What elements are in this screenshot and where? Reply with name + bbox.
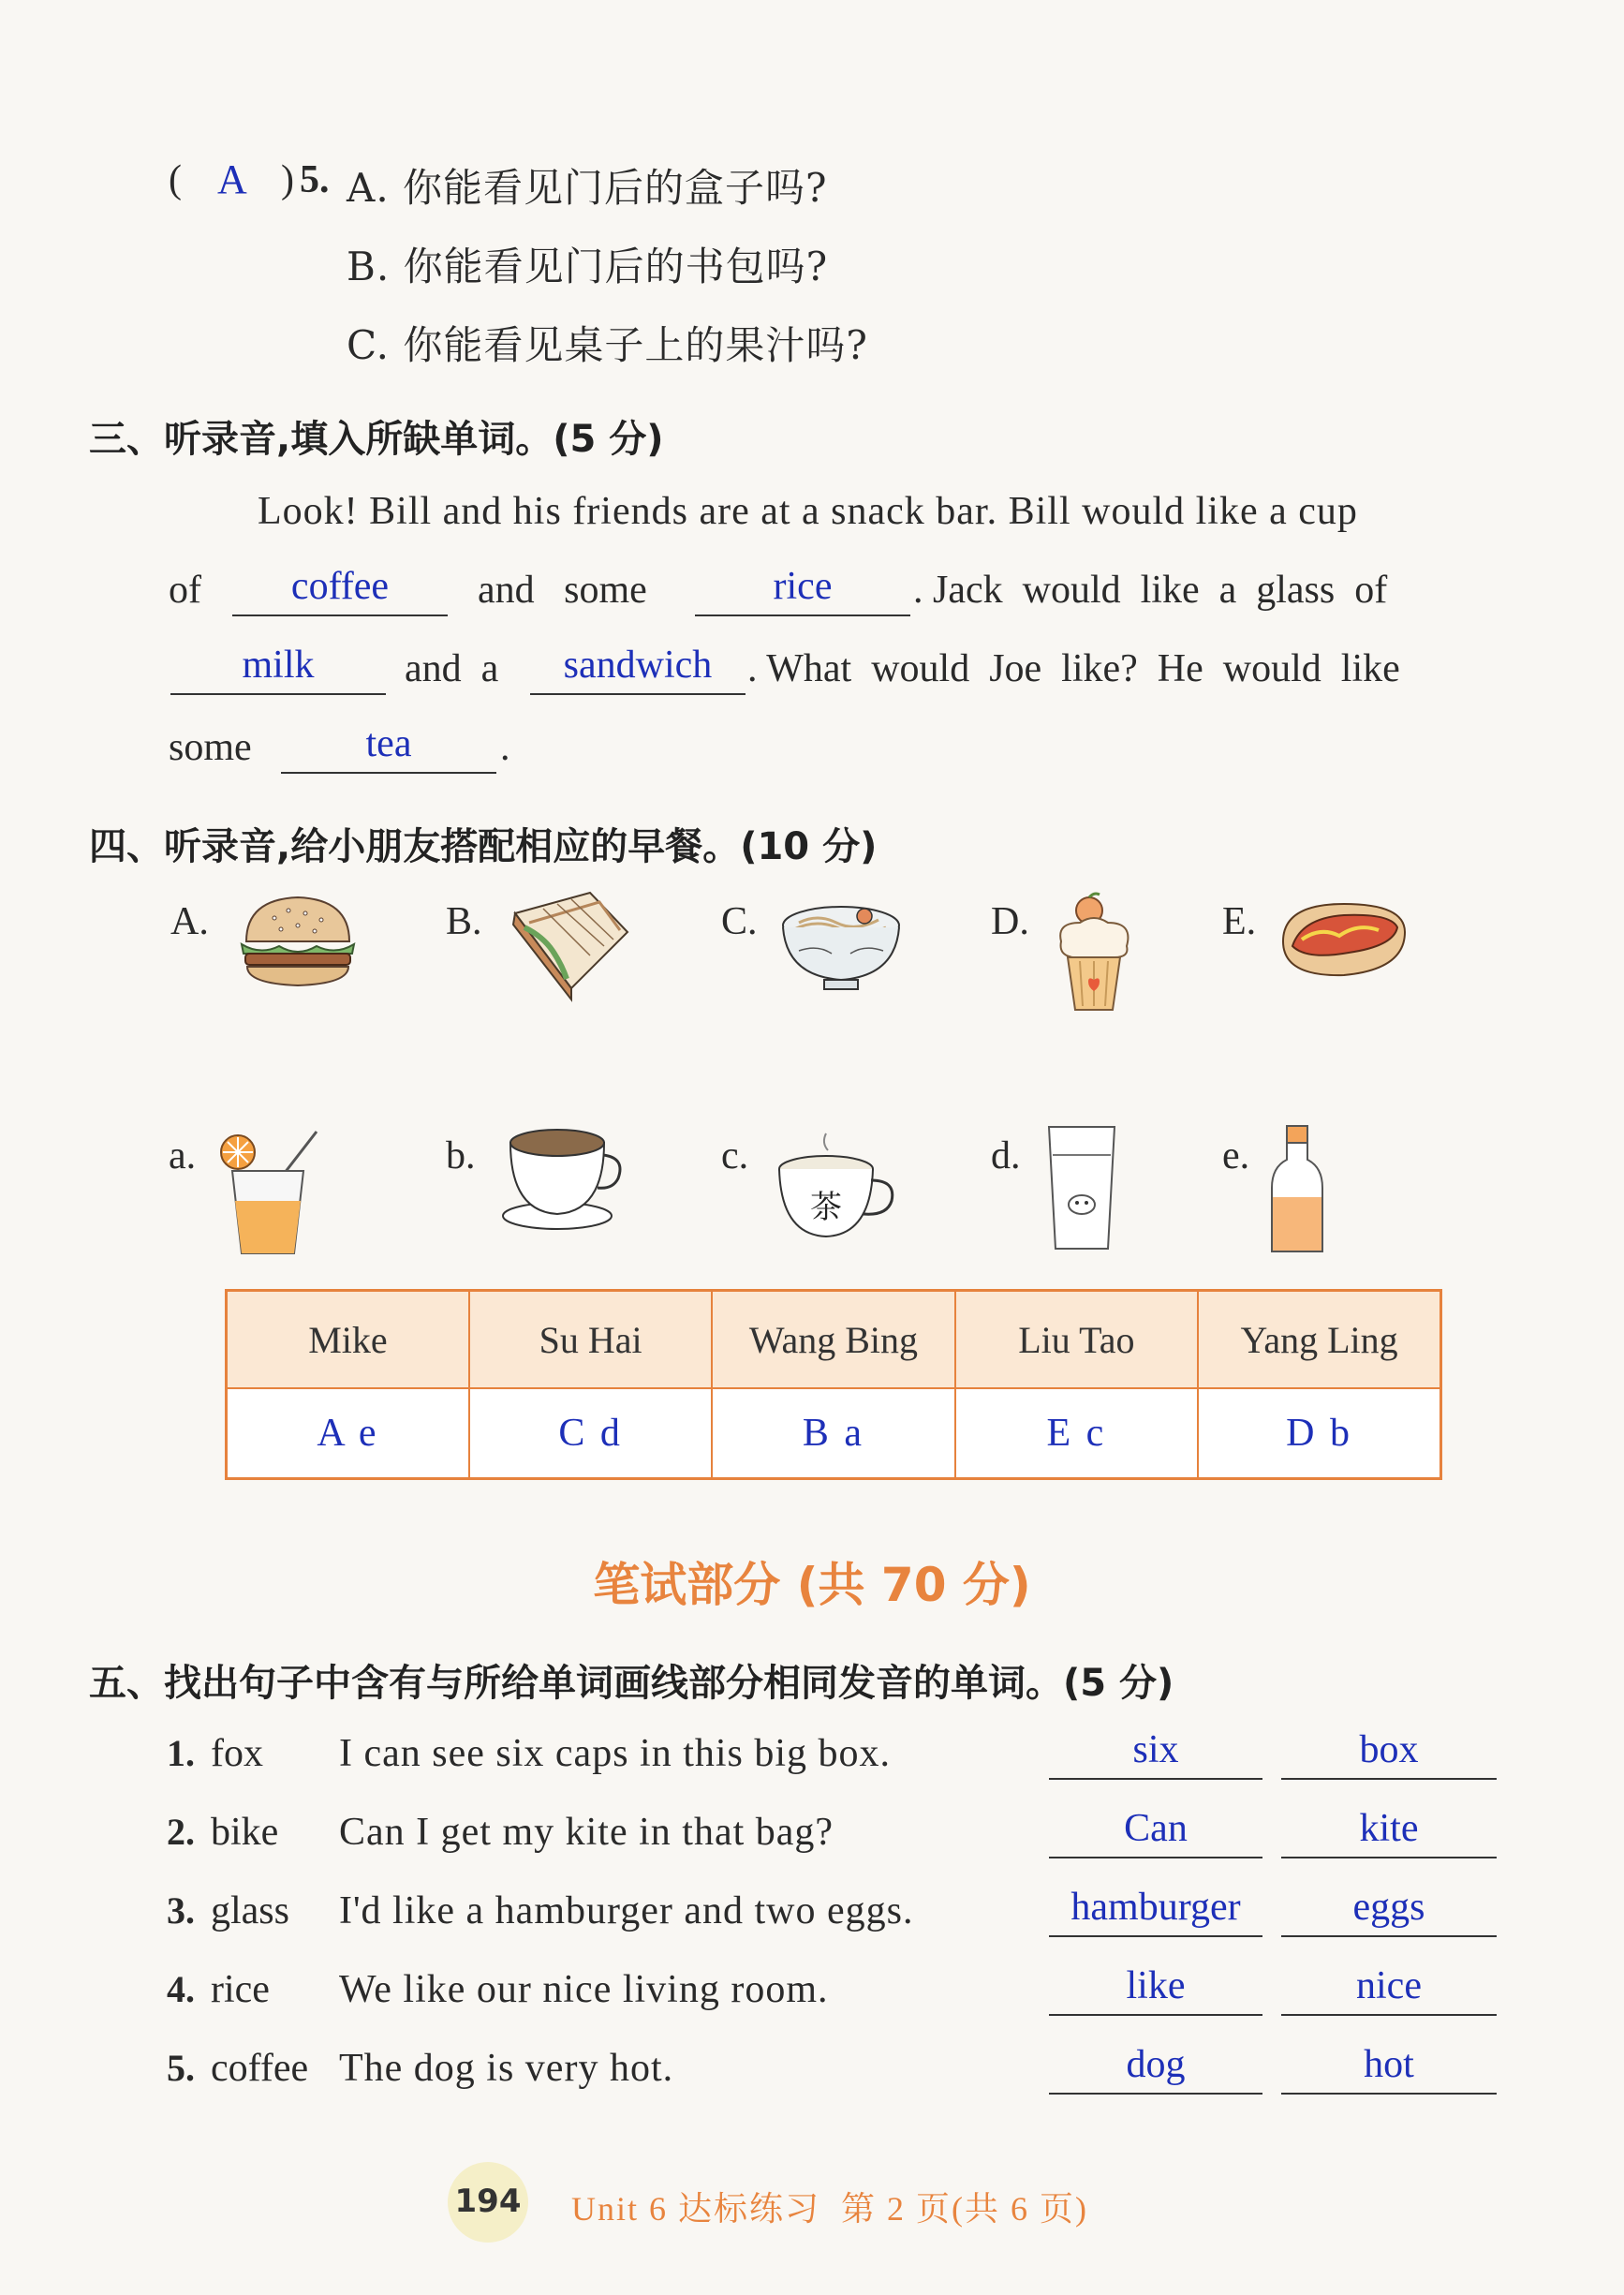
word-and-some: and some (478, 569, 647, 612)
hamburger-icon (232, 890, 363, 993)
answer-text: Can (1124, 1807, 1188, 1850)
answer-blank[interactable] (1281, 1873, 1497, 1937)
blank-2-answer: rice (773, 565, 833, 608)
answer-blank[interactable] (1049, 1795, 1262, 1858)
item-word: bike (211, 1811, 279, 1854)
q5-option-c: C. 你能看见桌子上的果汁吗? (347, 322, 868, 368)
food-label-e: E. (1222, 900, 1257, 943)
answer-cell[interactable]: A e (227, 1388, 469, 1479)
blank-5-answer: tea (365, 722, 412, 765)
blank-2[interactable] (695, 553, 910, 616)
section3-line1: Look! Bill and his friends are at a snack bar. Bill would like a cup (258, 490, 1358, 533)
answer-cell[interactable]: C d (469, 1388, 712, 1479)
paren-close: ) (281, 158, 294, 201)
blank-5[interactable] (281, 710, 496, 774)
q5-number: 5. (300, 158, 330, 201)
answer-blank[interactable] (1049, 1716, 1262, 1780)
answer-cell[interactable]: B a (712, 1388, 954, 1479)
answer-blank[interactable] (1049, 2031, 1262, 2095)
item-number: 1. (167, 1732, 195, 1774)
answer-text: eggs (1352, 1886, 1425, 1929)
answer-text: hamburger (1070, 1886, 1241, 1929)
cupcake-icon (1047, 890, 1141, 1021)
answer-blank[interactable] (1281, 1716, 1497, 1780)
header-cell: Liu Tao (955, 1291, 1198, 1389)
item-number: 5. (167, 2047, 195, 2089)
coffee-cup-icon (496, 1122, 627, 1235)
drink-label-b: b. (446, 1134, 476, 1177)
item-sentence: I'd like a hamburger and two eggs. (339, 1889, 914, 1932)
word-period: . (500, 726, 510, 769)
blank-4-answer: sandwich (563, 644, 713, 687)
section4-title: 四、听录音,给小朋友搭配相应的早餐。(10 分) (89, 825, 878, 868)
milk-glass-icon (1044, 1122, 1119, 1253)
sandwich-icon (506, 885, 637, 1002)
header-cell: Su Hai (469, 1291, 712, 1389)
word-some: some (169, 726, 252, 769)
q5-answer: A (217, 156, 247, 202)
noodle-bowl-icon (775, 890, 907, 1002)
item-sentence: Can I get my kite in that bag? (339, 1811, 834, 1854)
table-header-row (227, 1291, 1441, 1389)
food-label-b: B. (446, 900, 482, 943)
answer-text: like (1126, 1964, 1186, 2007)
word-jack: . Jack would like a glass of (913, 569, 1388, 612)
answer-text: six (1132, 1728, 1179, 1771)
item-word: rice (211, 1968, 270, 2011)
item-sentence: I can see six caps in this big box. (339, 1732, 892, 1775)
tea-cup-icon (770, 1124, 901, 1246)
answer-text: hot (1364, 2043, 1414, 2086)
answer-blank[interactable] (1281, 1795, 1497, 1858)
header-cell: Wang Bing (712, 1291, 954, 1389)
item-sentence: The dog is very hot. (339, 2047, 674, 2090)
answer-blank[interactable] (1049, 1873, 1262, 1937)
blank-1-answer: coffee (290, 565, 390, 608)
drink-label-a: a. (169, 1134, 197, 1177)
item-number: 2. (167, 1811, 195, 1853)
word-what: . What would Joe like? He would like (747, 647, 1400, 690)
word-of: of (169, 569, 201, 612)
tea-char: 茶 (810, 1189, 842, 1226)
blank-3-answer: milk (242, 644, 315, 687)
food-label-c: C. (721, 900, 758, 943)
q5-option-a: A. 你能看见门后的盒子吗? (347, 165, 828, 211)
table-answer-row (227, 1388, 1441, 1479)
written-part-title: 笔试部分 (共 70 分) (593, 1558, 1031, 1612)
paren-open: ( (169, 158, 182, 201)
item-word: coffee (211, 2047, 309, 2090)
section5-title: 五、找出句子中含有与所给单词画线部分相同发音的单词。(5 分) (89, 1662, 1174, 1705)
item-sentence: We like our nice living room. (339, 1968, 829, 2011)
footer-text: Unit 6 达标练习 第 2 页(共 6 页) (571, 2190, 1088, 2228)
answer-blank[interactable] (1049, 1952, 1262, 2016)
bottle-icon (1264, 1122, 1330, 1258)
page-number: 194 (454, 2183, 522, 2220)
section3-title: 三、听录音,填入所缺单词。(5 分) (89, 418, 664, 461)
word-and-a: and a (405, 647, 499, 690)
blank-3[interactable] (170, 631, 386, 695)
answer-blank[interactable] (1281, 2031, 1497, 2095)
item-word: fox (211, 1732, 263, 1775)
answer-text: dog (1126, 2043, 1186, 2086)
match-table (225, 1289, 1442, 1480)
drink-label-e: e. (1222, 1134, 1250, 1177)
food-label-d: D. (991, 900, 1029, 943)
item-number: 3. (167, 1889, 195, 1932)
answer-blank[interactable] (1281, 1952, 1497, 2016)
answer-text: nice (1356, 1964, 1422, 2007)
answer-text: kite (1359, 1807, 1419, 1850)
q5-option-b: B. 你能看见门后的书包吗? (347, 244, 829, 289)
drink-label-c: c. (721, 1134, 749, 1177)
header-cell: Yang Ling (1198, 1291, 1440, 1389)
item-word: glass (211, 1889, 289, 1932)
header-cell: Mike (227, 1291, 469, 1389)
orange-juice-icon (214, 1124, 326, 1260)
blank-4[interactable] (530, 631, 746, 695)
food-label-a: A. (170, 900, 209, 943)
item-number: 4. (167, 1968, 195, 2010)
hotdog-icon (1274, 895, 1414, 984)
answer-cell[interactable]: E c (955, 1388, 1198, 1479)
drink-label-d: d. (991, 1134, 1021, 1177)
answer-text: box (1359, 1728, 1419, 1771)
answer-cell[interactable]: D b (1198, 1388, 1440, 1479)
blank-1[interactable] (232, 553, 448, 616)
